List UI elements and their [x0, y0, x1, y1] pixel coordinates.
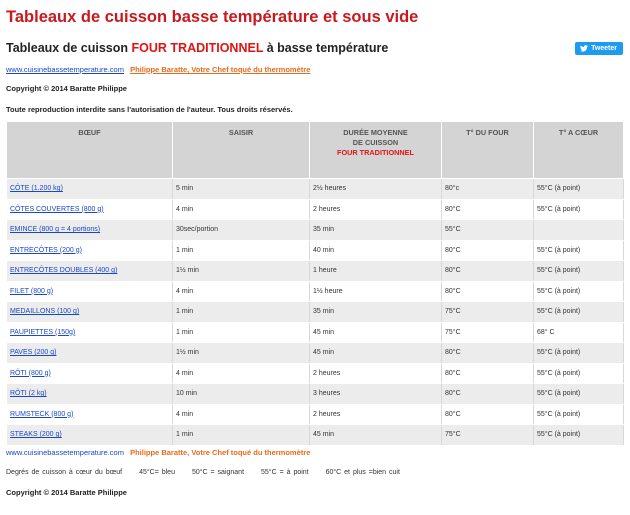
- cut-link[interactable]: PAVES (200 g): [10, 349, 57, 357]
- footer-site-link[interactable]: www.cuisinebassetemperature.com: [6, 447, 124, 457]
- cell-core-temp: [534, 220, 624, 241]
- table-row: [7, 425, 624, 446]
- table-row: [7, 322, 624, 343]
- cell-cut-name: [7, 302, 173, 323]
- cell-cook-duration: 45 min: [310, 425, 442, 446]
- cell-cut-name: [7, 363, 173, 384]
- cell-core-temp: 68° C: [534, 322, 624, 343]
- cell-core-temp: 55°C (à point): [534, 240, 624, 261]
- cooking-table: [6, 121, 624, 446]
- cell-cook-duration: 1 heure: [310, 261, 442, 282]
- cut-link[interactable]: STEAKS (200 g): [10, 431, 62, 439]
- subtitle-highlight: FOUR TRADITIONNEL: [131, 41, 264, 55]
- cell-cook-duration: 35 min: [310, 302, 442, 323]
- cell-sear-time: 30sec/portion: [173, 220, 310, 241]
- table-row: [7, 220, 624, 241]
- page-subtitle: [6, 41, 630, 55]
- cell-sear-time: 4 min: [173, 404, 310, 425]
- header-links: [6, 65, 630, 74]
- cell-cook-duration: 45 min: [310, 322, 442, 343]
- cell-oven-temp: 55°C: [442, 220, 534, 241]
- cell-core-temp: 55°C (à point): [534, 343, 624, 364]
- cell-cut-name: [7, 281, 173, 302]
- cut-link[interactable]: MEDAILLONS (100 g): [10, 308, 80, 316]
- cell-oven-temp: 80°c: [442, 179, 534, 200]
- cell-sear-time: 4 min: [173, 363, 310, 384]
- cell-sear-time: 5 min: [173, 179, 310, 200]
- copyright: Copyright © 2014 Baratte Philippe: [6, 84, 127, 93]
- cell-oven-temp: 75°C: [442, 322, 534, 343]
- cut-link[interactable]: RÔTI (800 g): [10, 369, 51, 377]
- footer-links: [6, 448, 630, 457]
- cell-oven-temp: 75°C: [442, 302, 534, 323]
- cut-link[interactable]: PAUPIETTES (150g): [10, 328, 76, 336]
- cell-core-temp: 55°C (à point): [534, 384, 624, 405]
- cell-core-temp: 55°C (à point): [534, 302, 624, 323]
- cell-core-temp: 55°C (à point): [534, 404, 624, 425]
- twitter-bird-icon: [580, 45, 588, 52]
- table-row: [7, 261, 624, 282]
- cell-cook-duration: 35 min: [310, 220, 442, 241]
- cell-oven-temp: 80°C: [442, 240, 534, 261]
- cell-cook-duration: 2 heures: [310, 363, 442, 384]
- cell-cut-name: [7, 179, 173, 200]
- subtitle-prefix: Tableaux de cuisson: [6, 41, 132, 55]
- cell-core-temp: 55°C (à point): [534, 281, 624, 302]
- doneness-bien-cuit: 60°C et plus =bien cuit: [325, 468, 400, 476]
- table-row: [7, 302, 624, 323]
- cell-sear-time: 1½ min: [173, 261, 310, 282]
- cell-oven-temp: 80°C: [442, 384, 534, 405]
- cell-cut-name: [7, 220, 173, 241]
- cell-cook-duration: 3 heures: [310, 384, 442, 405]
- doneness-legend: [6, 469, 630, 476]
- cell-oven-temp: 80°C: [442, 261, 534, 282]
- table-row: [7, 363, 624, 384]
- cell-cook-duration: 1½ heure: [310, 281, 442, 302]
- cell-sear-time: 4 min: [173, 199, 310, 220]
- table-row: [7, 343, 624, 364]
- cell-oven-temp: 80°C: [442, 343, 534, 364]
- header-duration-line1: DURÉE MOYENNE: [343, 128, 408, 137]
- header-beef: BŒUF: [7, 122, 173, 179]
- cell-sear-time: 1 min: [173, 240, 310, 261]
- cell-cut-name: [7, 199, 173, 220]
- chef-link[interactable]: Philippe Baratte, Votre Chef toqué du thermomètre: [130, 65, 311, 74]
- table-row: [7, 199, 624, 220]
- cell-sear-time: 1½ min: [173, 343, 310, 364]
- cell-oven-temp: 80°C: [442, 404, 534, 425]
- cell-cut-name: [7, 384, 173, 405]
- cell-sear-time: 10 min: [173, 384, 310, 405]
- cell-cut-name: [7, 404, 173, 425]
- cell-core-temp: 55°C (à point): [534, 425, 624, 446]
- cell-core-temp: 55°C (à point): [534, 261, 624, 282]
- table-row: [7, 404, 624, 425]
- header-duration-line2: DE CUISSON: [352, 138, 399, 147]
- doneness-title: Degrés de cuisson à cœur du bœuf: [6, 468, 123, 476]
- cell-core-temp: 55°C (à point): [534, 363, 624, 384]
- table-row: [7, 281, 624, 302]
- cut-link[interactable]: FILET (800 g): [10, 287, 54, 295]
- header-duration: [310, 122, 442, 179]
- cut-link[interactable]: ENTRECÔTES (200 g): [10, 246, 82, 254]
- cell-cut-name: [7, 322, 173, 343]
- cut-link[interactable]: RÔTI (2 kg): [10, 390, 47, 398]
- cell-core-temp: 55°C (à point): [534, 199, 624, 220]
- cell-cook-duration: 40 min: [310, 240, 442, 261]
- footer-copyright: Copyright © 2014 Baratte Philippe: [6, 487, 127, 497]
- footer-chef-link[interactable]: Philippe Baratte, Votre Chef toqué du thermomètre: [130, 447, 311, 457]
- header-duration-line3: FOUR TRADITIONNEL: [336, 148, 415, 157]
- cell-cook-duration: 45 min: [310, 343, 442, 364]
- cell-oven-temp: 80°C: [442, 281, 534, 302]
- cell-cut-name: [7, 343, 173, 364]
- tweet-label: Tweeter: [591, 45, 617, 52]
- doneness-saignant: 50°C = saignant: [191, 468, 245, 476]
- table-row: [7, 240, 624, 261]
- cut-link[interactable]: ENTRECÔTES DOUBLES (400 g): [10, 267, 118, 275]
- cell-sear-time: 1 min: [173, 302, 310, 323]
- table-row: [7, 384, 624, 405]
- cut-link[interactable]: EMINCE (800 g = 4 portions): [10, 226, 101, 234]
- cell-oven-temp: 75°C: [442, 425, 534, 446]
- cell-sear-time: 4 min: [173, 281, 310, 302]
- cut-link[interactable]: CÔTE (1.200 kg): [10, 185, 63, 193]
- header-core-temp: T° A CŒUR: [534, 122, 624, 179]
- subtitle-suffix: à basse température: [263, 41, 389, 55]
- tweet-button[interactable]: [575, 42, 623, 55]
- doneness-a-point: 55°C = à point: [260, 468, 309, 476]
- cell-cook-duration: 2 heures: [310, 199, 442, 220]
- table-header-row: [7, 122, 624, 179]
- rights-notice: Toute reproduction interdite sans l'autorisation de l'auteur. Tous droits réservés.: [6, 105, 293, 114]
- table-body: [7, 179, 624, 446]
- cell-oven-temp: 80°C: [442, 199, 534, 220]
- cut-link[interactable]: CÔTES COUVERTES (800 g): [10, 205, 104, 213]
- table-row: [7, 179, 624, 200]
- cell-oven-temp: 80°C: [442, 363, 534, 384]
- doneness-bleu: 45°C= bleu: [139, 468, 175, 476]
- cut-link[interactable]: RUMSTECK (800 g): [10, 410, 74, 418]
- cell-cut-name: [7, 261, 173, 282]
- cell-sear-time: 1 min: [173, 322, 310, 343]
- cell-core-temp: 55°C (à point): [534, 179, 624, 200]
- cell-cook-duration: 2½ heures: [310, 179, 442, 200]
- cell-cut-name: [7, 240, 173, 261]
- header-sear: SAISIR: [173, 122, 310, 179]
- site-link[interactable]: www.cuisinebassetemperature.com: [6, 65, 124, 74]
- header-oven-temp: T° DU FOUR: [442, 122, 534, 179]
- cell-sear-time: 1 min: [173, 425, 310, 446]
- page-title: Tableaux de cuisson basse température et sous vide: [6, 8, 419, 26]
- cell-cut-name: [7, 425, 173, 446]
- cell-cook-duration: 2 heures: [310, 404, 442, 425]
